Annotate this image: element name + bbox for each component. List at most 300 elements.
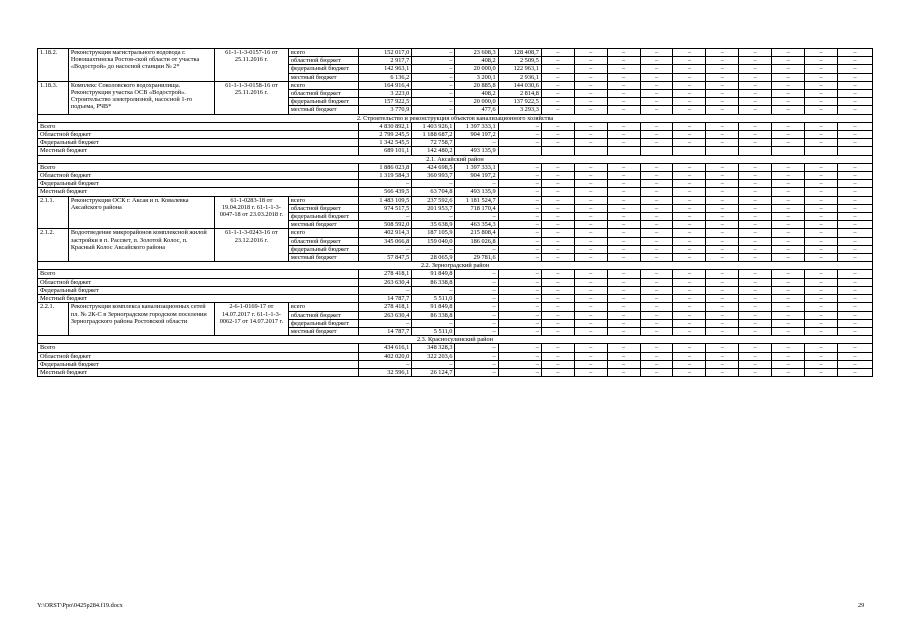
value-cell: 263 630,4 <box>358 278 411 286</box>
value-cell: 159 040,0 <box>412 237 455 245</box>
total-row <box>38 352 873 360</box>
value-cell: – <box>607 65 640 73</box>
value-cell: – <box>541 122 574 130</box>
value-cell: 1 181 524,7 <box>455 196 498 204</box>
value-cell: – <box>640 295 673 303</box>
value-cell: – <box>574 49 607 57</box>
value-cell: – <box>640 65 673 73</box>
value-cell: – <box>455 327 498 335</box>
value-cell: – <box>574 229 607 237</box>
value-cell: 408,2 <box>455 90 498 98</box>
value-cell: 3 200,1 <box>455 73 498 81</box>
value-cell: – <box>607 303 640 311</box>
value-cell: – <box>838 180 873 188</box>
value-cell: 2 917,7 <box>358 57 411 65</box>
value-cell: 2 936,1 <box>498 73 541 81</box>
item-number: 1.18.3. <box>38 81 69 114</box>
value-cell: – <box>772 245 805 253</box>
item-row <box>38 49 873 57</box>
value-cell: – <box>541 180 574 188</box>
value-cell: – <box>838 213 873 221</box>
value-cell <box>673 147 706 155</box>
value-cell: – <box>607 131 640 139</box>
value-cell: – <box>455 213 498 221</box>
value-cell: – <box>607 49 640 57</box>
value-cell: – <box>706 90 739 98</box>
value-cell: – <box>607 81 640 89</box>
value-cell: – <box>838 237 873 245</box>
value-cell: – <box>805 163 838 171</box>
value-cell: 402 914,3 <box>358 229 411 237</box>
value-cell: – <box>805 286 838 294</box>
value-cell: – <box>498 254 541 262</box>
value-cell: – <box>739 344 772 352</box>
value-cell: – <box>838 73 873 81</box>
value-cell: – <box>640 180 673 188</box>
value-cell: – <box>607 368 640 376</box>
item-expertise-code: 61-1-1-3-0243-16 от 23.12.2016 г. <box>214 229 288 262</box>
value-cell: – <box>640 229 673 237</box>
value-cell: – <box>607 286 640 294</box>
value-cell: – <box>640 278 673 286</box>
value-cell: – <box>739 180 772 188</box>
value-cell: – <box>706 188 739 196</box>
value-cell: – <box>673 73 706 81</box>
value-cell: – <box>772 204 805 212</box>
value-cell: 402 020,0 <box>358 352 411 360</box>
value-cell: – <box>498 278 541 286</box>
value-cell: – <box>541 163 574 171</box>
value-cell: – <box>739 303 772 311</box>
value-cell: 137 922,5 <box>498 98 541 106</box>
value-cell: – <box>607 139 640 147</box>
funding-source: местный бюджет <box>288 327 358 335</box>
value-cell: – <box>541 344 574 352</box>
value-cell: – <box>706 73 739 81</box>
value-cell: – <box>805 295 838 303</box>
value-cell: 86 338,8 <box>412 278 455 286</box>
value-cell: – <box>607 204 640 212</box>
value-cell: – <box>640 319 673 327</box>
value-cell: – <box>673 270 706 278</box>
value-cell: – <box>640 254 673 262</box>
value-cell: – <box>541 327 574 335</box>
value-cell: – <box>673 286 706 294</box>
value-cell: – <box>739 73 772 81</box>
value-cell: – <box>805 131 838 139</box>
value-cell: – <box>706 270 739 278</box>
value-cell: – <box>640 303 673 311</box>
value-cell: – <box>498 360 541 368</box>
value-cell: – <box>805 229 838 237</box>
program-table <box>37 48 873 377</box>
value-cell: – <box>706 368 739 376</box>
funding-source: федеральный бюджет <box>288 245 358 253</box>
value-cell: – <box>838 122 873 130</box>
value-cell: – <box>541 237 574 245</box>
value-cell: 3 770,9 <box>358 106 411 114</box>
value-cell: – <box>412 180 455 188</box>
item-number: 1.18.2. <box>38 49 69 82</box>
value-cell: – <box>838 57 873 65</box>
value-cell: – <box>706 65 739 73</box>
value-cell: – <box>739 278 772 286</box>
value-cell: – <box>739 295 772 303</box>
total-label: Федеральный бюджет <box>38 286 359 294</box>
value-cell: – <box>574 286 607 294</box>
value-cell: – <box>706 229 739 237</box>
value-cell: – <box>706 204 739 212</box>
value-cell: – <box>640 237 673 245</box>
value-cell: 493 135,9 <box>455 147 498 155</box>
value-cell: – <box>541 188 574 196</box>
value-cell: – <box>455 360 498 368</box>
total-label: Областной бюджет <box>38 278 359 286</box>
value-cell: – <box>541 221 574 229</box>
value-cell: – <box>739 204 772 212</box>
value-cell: 1 886 023,8 <box>358 163 411 171</box>
section-header-row <box>38 262 873 270</box>
value-cell: 122 963,1 <box>498 65 541 73</box>
item-number: 2.1.2. <box>38 229 69 262</box>
value-cell: – <box>673 139 706 147</box>
value-cell: 1 403 926,1 <box>412 122 455 130</box>
value-cell: – <box>805 98 838 106</box>
value-cell: 63 704,8 <box>412 188 455 196</box>
value-cell: – <box>739 229 772 237</box>
value-cell: – <box>772 139 805 147</box>
value-cell: 20 000,0 <box>455 65 498 73</box>
value-cell: – <box>574 254 607 262</box>
value-cell: – <box>772 368 805 376</box>
value-cell: – <box>574 188 607 196</box>
value-cell: 152 017,0 <box>358 49 411 57</box>
value-cell: 477,6 <box>455 106 498 114</box>
value-cell: – <box>541 131 574 139</box>
value-cell: – <box>412 73 455 81</box>
value-cell: – <box>541 196 574 204</box>
value-cell: – <box>805 311 838 319</box>
total-row <box>38 188 873 196</box>
value-cell: – <box>574 106 607 114</box>
section-header-row <box>38 114 873 122</box>
value-cell: 186 026,8 <box>455 237 498 245</box>
value-cell: – <box>772 90 805 98</box>
value-cell: – <box>772 327 805 335</box>
item-name: Комплекс Соколовского водохранилища. Реконструкция участка ОСВ «Водострой». Строительство электролизной, насосной 1-го подъема, РЧВ* <box>68 81 214 114</box>
value-cell: 345 066,8 <box>358 237 411 245</box>
value-cell: – <box>640 81 673 89</box>
value-cell: – <box>640 131 673 139</box>
value-cell: – <box>706 196 739 204</box>
value-cell: – <box>673 57 706 65</box>
value-cell: – <box>706 106 739 114</box>
value-cell <box>640 147 673 155</box>
value-cell: – <box>455 295 498 303</box>
value-cell: – <box>805 237 838 245</box>
value-cell: – <box>838 65 873 73</box>
value-cell: – <box>805 49 838 57</box>
value-cell: – <box>541 98 574 106</box>
value-cell: – <box>640 204 673 212</box>
value-cell: 348 328,3 <box>412 344 455 352</box>
value-cell: – <box>772 98 805 106</box>
value-cell: – <box>838 204 873 212</box>
value-cell: 434 616,1 <box>358 344 411 352</box>
value-cell: – <box>838 278 873 286</box>
item-name: Реконструкция ОСК г. Аксая и п. Ковалевка Аксайского района <box>68 196 214 229</box>
value-cell: – <box>607 106 640 114</box>
value-cell: – <box>498 163 541 171</box>
value-cell: – <box>412 57 455 65</box>
value-cell: – <box>640 106 673 114</box>
footer-page-number: 29 <box>858 602 865 609</box>
value-cell: – <box>607 311 640 319</box>
value-cell: – <box>498 213 541 221</box>
value-cell: – <box>498 204 541 212</box>
value-cell: – <box>498 319 541 327</box>
value-cell: – <box>358 360 411 368</box>
value-cell: – <box>772 188 805 196</box>
value-cell: – <box>607 352 640 360</box>
value-cell: – <box>673 90 706 98</box>
value-cell <box>574 147 607 155</box>
value-cell: – <box>673 221 706 229</box>
value-cell: 974 517,5 <box>358 204 411 212</box>
total-label: Местный бюджет <box>38 188 359 196</box>
total-label: Местный бюджет <box>38 295 359 303</box>
value-cell: – <box>640 49 673 57</box>
value-cell: – <box>805 172 838 180</box>
value-cell: – <box>607 237 640 245</box>
item-number: 2.2.1. <box>38 303 69 336</box>
value-cell: – <box>498 237 541 245</box>
value-cell: – <box>498 180 541 188</box>
value-cell: – <box>739 237 772 245</box>
value-cell: – <box>772 278 805 286</box>
value-cell: – <box>574 131 607 139</box>
value-cell: – <box>838 131 873 139</box>
total-label: Федеральный бюджет <box>38 139 359 147</box>
value-cell: – <box>706 213 739 221</box>
section-title: 2.3. Красносулинский район <box>38 336 873 344</box>
value-cell: – <box>706 163 739 171</box>
value-cell: – <box>574 303 607 311</box>
value-cell: – <box>574 270 607 278</box>
value-cell: 237 592,6 <box>412 196 455 204</box>
value-cell: 187 105,9 <box>412 229 455 237</box>
value-cell: – <box>706 139 739 147</box>
value-cell: – <box>673 65 706 73</box>
value-cell: – <box>838 319 873 327</box>
funding-source: местный бюджет <box>288 221 358 229</box>
value-cell: 5 511,0 <box>412 327 455 335</box>
value-cell: – <box>805 196 838 204</box>
value-cell: – <box>541 245 574 253</box>
value-cell: 1 483 109,5 <box>358 196 411 204</box>
value-cell: 463 354,3 <box>455 221 498 229</box>
value-cell: – <box>739 131 772 139</box>
value-cell: 508 592,0 <box>358 221 411 229</box>
value-cell: – <box>607 172 640 180</box>
value-cell: – <box>574 204 607 212</box>
value-cell: – <box>706 122 739 130</box>
value-cell: – <box>838 311 873 319</box>
value-cell: – <box>805 278 838 286</box>
value-cell: – <box>805 270 838 278</box>
value-cell: – <box>673 213 706 221</box>
value-cell: – <box>706 254 739 262</box>
value-cell: – <box>607 122 640 130</box>
value-cell: – <box>772 303 805 311</box>
value-cell: – <box>412 49 455 57</box>
value-cell: – <box>574 172 607 180</box>
funding-source: областной бюджет <box>288 237 358 245</box>
value-cell: – <box>455 286 498 294</box>
item-row <box>38 303 873 311</box>
funding-source: всего <box>288 196 358 204</box>
value-cell: – <box>574 237 607 245</box>
value-cell: – <box>541 303 574 311</box>
value-cell: – <box>739 360 772 368</box>
value-cell: – <box>673 81 706 89</box>
item-expertise-code: 61-1-1-3-0158-16 от 25.11.2016 г. <box>214 81 288 114</box>
value-cell: – <box>706 327 739 335</box>
item-expertise-code: 61-1-1-3-0157-16 от 25.11.2016 г. <box>214 49 288 82</box>
value-cell: 142 963,1 <box>358 65 411 73</box>
value-cell: – <box>739 49 772 57</box>
value-cell: – <box>498 122 541 130</box>
value-cell: – <box>541 254 574 262</box>
value-cell: – <box>805 245 838 253</box>
value-cell: – <box>574 360 607 368</box>
value-cell: 689 101,1 <box>358 147 411 155</box>
value-cell: – <box>838 327 873 335</box>
value-cell: – <box>541 65 574 73</box>
value-cell: – <box>673 344 706 352</box>
value-cell: – <box>358 319 411 327</box>
value-cell: – <box>607 188 640 196</box>
value-cell: – <box>541 139 574 147</box>
value-cell: 408,2 <box>455 57 498 65</box>
total-label: Всего <box>38 163 359 171</box>
value-cell: – <box>772 213 805 221</box>
value-cell: – <box>640 122 673 130</box>
value-cell: – <box>574 139 607 147</box>
total-label: Федеральный бюджет <box>38 360 359 368</box>
total-label: Всего <box>38 344 359 352</box>
value-cell: – <box>805 303 838 311</box>
value-cell: – <box>838 303 873 311</box>
value-cell: 424 698,5 <box>412 163 455 171</box>
value-cell: – <box>772 122 805 130</box>
value-cell: 215 808,4 <box>455 229 498 237</box>
value-cell: – <box>739 163 772 171</box>
value-cell: 142 480,2 <box>412 147 455 155</box>
value-cell: – <box>412 98 455 106</box>
value-cell: – <box>498 303 541 311</box>
value-cell: 5 511,0 <box>412 295 455 303</box>
funding-source: местный бюджет <box>288 254 358 262</box>
value-cell: – <box>455 368 498 376</box>
value-cell: – <box>640 270 673 278</box>
value-cell: – <box>574 65 607 73</box>
value-cell: – <box>574 196 607 204</box>
value-cell: – <box>498 270 541 278</box>
value-cell <box>607 147 640 155</box>
value-cell: – <box>541 73 574 81</box>
value-cell: 164 916,4 <box>358 81 411 89</box>
value-cell: – <box>574 57 607 65</box>
value-cell: – <box>739 319 772 327</box>
value-cell: – <box>640 196 673 204</box>
value-cell: – <box>574 344 607 352</box>
value-cell: – <box>574 180 607 188</box>
value-cell <box>541 147 574 155</box>
value-cell: – <box>574 319 607 327</box>
value-cell: – <box>498 311 541 319</box>
value-cell: – <box>607 180 640 188</box>
value-cell: – <box>412 81 455 89</box>
value-cell: – <box>673 122 706 130</box>
total-row <box>38 139 873 147</box>
value-cell: – <box>805 254 838 262</box>
value-cell: – <box>706 344 739 352</box>
value-cell: – <box>673 319 706 327</box>
value-cell: – <box>706 237 739 245</box>
total-row <box>38 131 873 139</box>
value-cell: – <box>838 344 873 352</box>
total-row <box>38 360 873 368</box>
value-cell: – <box>739 245 772 253</box>
funding-source: областной бюджет <box>288 311 358 319</box>
value-cell: – <box>412 90 455 98</box>
value-cell: – <box>412 245 455 253</box>
value-cell: – <box>706 98 739 106</box>
value-cell: – <box>640 245 673 253</box>
total-row <box>38 270 873 278</box>
value-cell: – <box>772 196 805 204</box>
value-cell: – <box>498 172 541 180</box>
value-cell: – <box>706 57 739 65</box>
value-cell: – <box>673 278 706 286</box>
value-cell: – <box>805 368 838 376</box>
value-cell: – <box>574 221 607 229</box>
value-cell: – <box>772 106 805 114</box>
value-cell: – <box>706 352 739 360</box>
value-cell: – <box>640 57 673 65</box>
value-cell: – <box>498 352 541 360</box>
value-cell: – <box>455 180 498 188</box>
value-cell: – <box>607 73 640 81</box>
funding-source: местный бюджет <box>288 106 358 114</box>
value-cell: – <box>640 221 673 229</box>
value-cell: – <box>805 352 838 360</box>
value-cell: 201 953,7 <box>412 204 455 212</box>
value-cell: 128 408,7 <box>498 49 541 57</box>
value-cell: – <box>541 286 574 294</box>
value-cell: – <box>673 295 706 303</box>
funding-source: областной бюджет <box>288 90 358 98</box>
value-cell: – <box>640 327 673 335</box>
value-cell: – <box>541 204 574 212</box>
value-cell: – <box>772 237 805 245</box>
value-cell: – <box>838 286 873 294</box>
total-row <box>38 122 873 130</box>
value-cell: – <box>541 368 574 376</box>
value-cell: – <box>640 311 673 319</box>
value-cell: – <box>772 254 805 262</box>
